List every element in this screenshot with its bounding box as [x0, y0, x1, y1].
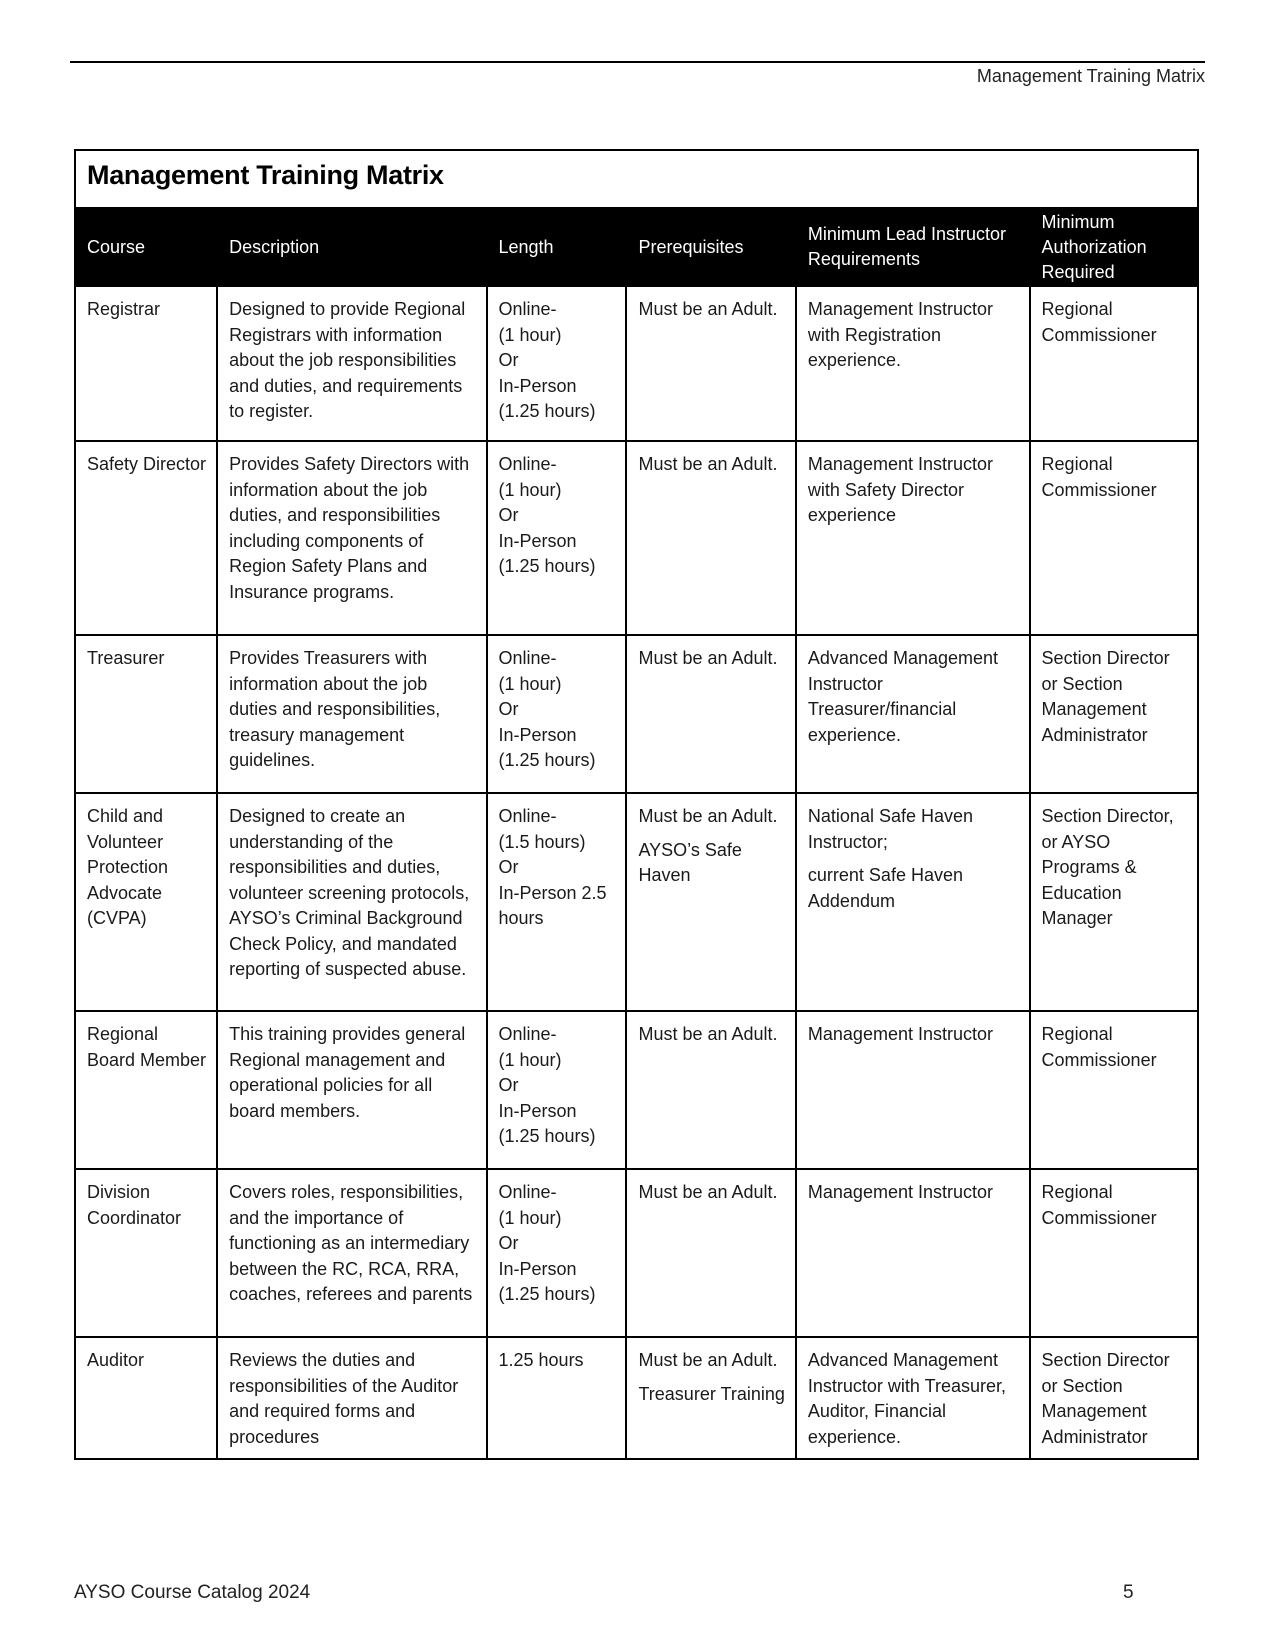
authorization-cell: Section Director or Section Management Administrator: [1030, 1337, 1198, 1459]
table-body: [75, 286, 1198, 1459]
length-cell-line: Online-: [498, 1024, 557, 1044]
length-cell-line: 1.25 hours: [498, 1350, 584, 1370]
column-header-length: Length: [487, 208, 627, 286]
authorization-cell: Regional Commissioner: [1030, 441, 1198, 635]
course-cell: Division Coordinator: [75, 1169, 217, 1337]
authorization-cell: Regional Commissioner: [1030, 1011, 1198, 1169]
instructor-requirements-cell: [796, 635, 1030, 793]
length-cell: [487, 1011, 627, 1169]
instructor-requirements-cell: [796, 441, 1030, 635]
description-cell: This training provides general Regional management and operational policies for all board members.: [217, 1011, 486, 1169]
prerequisites-cell-line: Must be an Adult.: [638, 1182, 778, 1202]
prerequisites-cell: [626, 1337, 795, 1459]
prerequisites-cell-line: Must be an Adult.: [638, 648, 778, 668]
length-cell-line: (1 hour): [498, 673, 562, 694]
running-header: Management Training Matrix: [976, 66, 1205, 86]
instructor-requirements-cell: [796, 1337, 1030, 1459]
table-row: [75, 1337, 1198, 1459]
length-cell-line: (1.25 hours): [498, 1284, 596, 1304]
table-row: [75, 1011, 1198, 1169]
length-cell-line: Online-: [498, 1182, 557, 1202]
length-cell-line: Or: [498, 699, 519, 719]
table-row: [75, 793, 1198, 1011]
length-cell: [487, 635, 627, 793]
length-cell-line: (1.25 hours): [498, 750, 596, 770]
length-cell-line: Or: [498, 350, 519, 370]
length-cell: [487, 441, 627, 635]
description-cell: Provides Safety Directors with information about the job duties, and responsibilities including components of Region Safety Plans and Insurance programs.: [217, 441, 486, 635]
authorization-cell: Section Director or Section Management Administrator: [1030, 635, 1198, 793]
table-title: Management Training Matrix: [87, 160, 444, 190]
table-row: [75, 286, 1198, 441]
authorization-cell: Regional Commissioner: [1030, 286, 1198, 441]
instructor-requirements-cell: [796, 1169, 1030, 1337]
length-cell-line: Online-: [498, 806, 557, 826]
length-cell-line: Online-: [498, 648, 557, 668]
instructor-requirements-cell-line: Advanced Management Instructor Treasurer/financial experience.: [807, 648, 999, 745]
prerequisites-cell: [626, 635, 795, 793]
column-header-authorization: Minimum Authorization Required: [1030, 208, 1198, 286]
course-cell: Auditor: [75, 1337, 217, 1459]
instructor-requirements-cell-line: National Safe Haven Instructor;: [807, 806, 974, 852]
length-cell: [487, 286, 627, 441]
course-cell: Safety Director: [75, 441, 217, 635]
prerequisites-cell: [626, 1011, 795, 1169]
length-cell-line: In-Person: [498, 530, 577, 551]
description-cell: Designed to provide Regional Registrars with information about the job responsibilities and duties, and requirements to register.: [217, 286, 486, 441]
description-cell: Designed to create an understanding of the responsibilities and duties, volunteer screening protocols, AYSO’s Criminal Background Check Policy, and mandated reporting of suspected abuse.: [217, 793, 486, 1011]
course-cell: Registrar: [75, 286, 217, 441]
prerequisites-cell: [626, 441, 795, 635]
length-cell-line: (1.5 hours): [498, 831, 586, 852]
description-cell: Covers roles, responsibilities, and the importance of functioning as an intermediary between the RC, RCA, RRA, coaches, referees and parents: [217, 1169, 486, 1337]
course-cell: Treasurer: [75, 635, 217, 793]
prerequisites-cell: [626, 286, 795, 441]
instructor-requirements-cell-line: Management Instructor with Safety Director experience: [807, 454, 993, 525]
length-cell-line: In-Person: [498, 1258, 577, 1279]
length-cell-line: In-Person: [498, 1100, 577, 1121]
length-cell-line: (1.25 hours): [498, 1126, 596, 1146]
length-cell: [487, 1169, 627, 1337]
length-cell-line: In-Person: [498, 724, 577, 745]
instructor-requirements-cell-line: Management Instructor with Registration experience.: [807, 299, 993, 370]
table-title-cell: [75, 150, 1198, 208]
column-header-instructor-requirements: Minimum Lead Instructor Requirements: [796, 208, 1030, 286]
length-cell-line: Online-: [498, 454, 557, 474]
length-cell: [487, 1337, 627, 1459]
authorization-cell: Regional Commissioner: [1030, 1169, 1198, 1337]
footer-catalog-title: AYSO Course Catalog 2024: [74, 1582, 311, 1603]
header-rule: [70, 61, 1205, 63]
prerequisites-cell-line: AYSO’s Safe Haven: [638, 839, 742, 885]
length-cell-line: (1.25 hours): [498, 401, 596, 421]
management-training-matrix-table: [74, 149, 1199, 1460]
column-header-description: Description: [217, 208, 486, 286]
prerequisites-cell-line: Treasurer Training: [638, 1383, 785, 1404]
instructor-requirements-cell-line: Management Instructor: [807, 1182, 993, 1202]
instructor-requirements-cell: [796, 1011, 1030, 1169]
instructor-requirements-cell: [796, 286, 1030, 441]
prerequisites-cell-line: Must be an Adult.: [638, 1024, 778, 1044]
length-cell-line: Or: [498, 1075, 519, 1095]
prerequisites-cell-line: Must be an Adult.: [638, 299, 778, 319]
length-cell-line: Or: [498, 1233, 519, 1253]
course-cell: Child and Volunteer Protection Advocate (CVPA): [75, 793, 217, 1011]
length-cell: [487, 793, 627, 1011]
length-cell-line: (1 hour): [498, 479, 562, 500]
length-cell-line: In-Person 2.5 hours: [498, 882, 607, 928]
instructor-requirements-cell-line: Advanced Management Instructor with Treasurer, Auditor, Financial experience.: [807, 1350, 1006, 1447]
length-cell-line: (1 hour): [498, 1049, 562, 1070]
prerequisites-cell-line: Must be an Adult.: [638, 806, 778, 826]
prerequisites-cell: [626, 1169, 795, 1337]
course-cell: Regional Board Member: [75, 1011, 217, 1169]
table-row: [75, 1169, 1198, 1337]
length-cell-line: Or: [498, 505, 519, 525]
column-header-prerequisites: Prerequisites: [626, 208, 795, 286]
table-row: [75, 635, 1198, 793]
length-cell-line: Online-: [498, 299, 557, 319]
instructor-requirements-cell-line: current Safe Haven Addendum: [807, 865, 963, 911]
prerequisites-cell-line: Must be an Adult.: [638, 1350, 778, 1370]
prerequisites-cell-line: Must be an Adult.: [638, 454, 778, 474]
instructor-requirements-cell: [796, 793, 1030, 1011]
length-cell-line: (1.25 hours): [498, 556, 596, 576]
length-cell-line: Or: [498, 857, 519, 877]
length-cell-line: (1 hour): [498, 1207, 562, 1228]
length-cell-line: In-Person: [498, 375, 577, 396]
table-row: [75, 441, 1198, 635]
instructor-requirements-cell-line: Management Instructor: [807, 1024, 993, 1044]
column-header-course: Course: [75, 208, 217, 286]
length-cell-line: (1 hour): [498, 324, 562, 345]
description-cell: Reviews the duties and responsibilities of the Auditor and required forms and procedures: [217, 1337, 486, 1459]
footer-page-number: 5: [1123, 1582, 1134, 1603]
description-cell: Provides Treasurers with information about the job duties and responsibilities, treasury management guidelines.: [217, 635, 486, 793]
prerequisites-cell: [626, 793, 795, 1011]
authorization-cell: Section Director, or AYSO Programs & Education Manager: [1030, 793, 1198, 1011]
